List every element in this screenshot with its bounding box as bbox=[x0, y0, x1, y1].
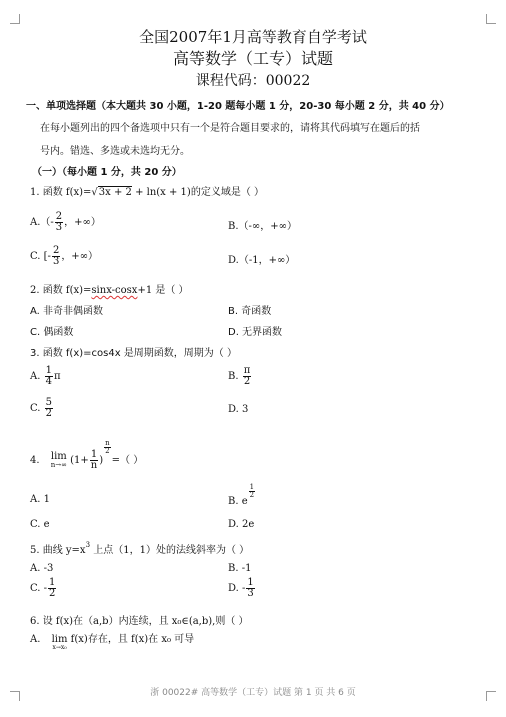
course-code: 课程代码：00022 bbox=[195, 73, 311, 89]
q2-option-b: B. 奇函数 bbox=[228, 306, 272, 317]
q4-option-b: B. e $\frac{1}{2}$ bbox=[228, 483, 255, 507]
q5-option-d: D. - $\frac{1}{3}$ bbox=[228, 577, 254, 599]
q3-option-c: C. $\frac{5}{2}$ bbox=[30, 397, 53, 419]
q3-option-b: B. $\frac{\pi}{2}$ bbox=[228, 365, 251, 387]
subject-title: 高等数学（工专）试题 bbox=[172, 49, 333, 68]
page-corner-mark bbox=[10, 14, 20, 24]
q2-option-a: A. 非奇非偶函数 bbox=[30, 306, 104, 317]
subsection-heading: （一）（每小题 1 分，共 20 分） bbox=[32, 167, 182, 178]
q1-option-c: C. [- $\frac{2}{3}$ ，+∞） bbox=[30, 245, 99, 267]
exam-title: 全国2007年1月高等教育自学考试 bbox=[139, 28, 367, 46]
q3-option-d: D. 3 bbox=[228, 404, 249, 415]
q1-option-a: A.（- $\frac{2}{3}$ ，+∞） bbox=[30, 211, 101, 233]
question-2: 2. 函数 f(x)=sinx-cosx+1 是（ ） bbox=[30, 285, 189, 296]
section-heading: 一、单项选择题（本大题共 30 小题，1-20 题每小题 1 分，20-30 每小题 2 分，共 40 分） bbox=[26, 101, 450, 112]
section-instruction: 号内。错选、多选或未选均无分。 bbox=[40, 146, 190, 157]
q4-option-d: D. 2e bbox=[228, 519, 255, 530]
question-5: 5. 曲线 $y=x^3$ 上点（1，1）处的法线斜率为（ ） bbox=[30, 541, 250, 556]
question-1: 1. 函数 f(x)=√3x + 2 + ln(x + 1)的定义域是（ ） bbox=[30, 187, 265, 198]
question-3: 3. 函数 f(x)=cos4x 是周期函数，周期为（ ） bbox=[30, 348, 237, 359]
page-footer: 浙 00022# 高等数学（工专）试题 第 1 页 共 6 页 bbox=[150, 688, 356, 698]
section-instruction: 在每小题列出的四个备选项中只有一个是符合题目要求的，请将其代码填写在题后的括 bbox=[40, 123, 420, 134]
q5-option-b: B. -1 bbox=[228, 563, 252, 574]
q5-option-a: A. -3 bbox=[30, 563, 54, 574]
q2-option-c: C. 偶函数 bbox=[30, 327, 74, 338]
q6-option-a: A. lim x→x₀ f(x)存在，且 f(x)在 x₀ 可导 bbox=[30, 634, 195, 651]
q3-option-a: A. $\frac{1}{4}$ π bbox=[30, 365, 61, 387]
question-4: 4. lim n→∞ (1+ $\frac{1}{n}$ ) $\frac{n}{2}$ =（ ） bbox=[30, 439, 144, 471]
q4-option-a: A. 1 bbox=[30, 494, 50, 505]
q1-option-d: D.（-1，+∞） bbox=[228, 255, 296, 266]
page-corner-mark bbox=[486, 14, 496, 24]
q2-option-d: D. 无界函数 bbox=[228, 327, 283, 338]
q1-option-b: B.（-∞，+∞） bbox=[228, 221, 297, 232]
q4-option-c: C. e bbox=[30, 519, 50, 530]
q5-option-c: C. - $\frac{1}{2}$ bbox=[30, 577, 56, 599]
question-6: 6. 设 f(x)在（a,b）内连续，且 x₀∈(a,b),则（ ） bbox=[30, 616, 249, 627]
